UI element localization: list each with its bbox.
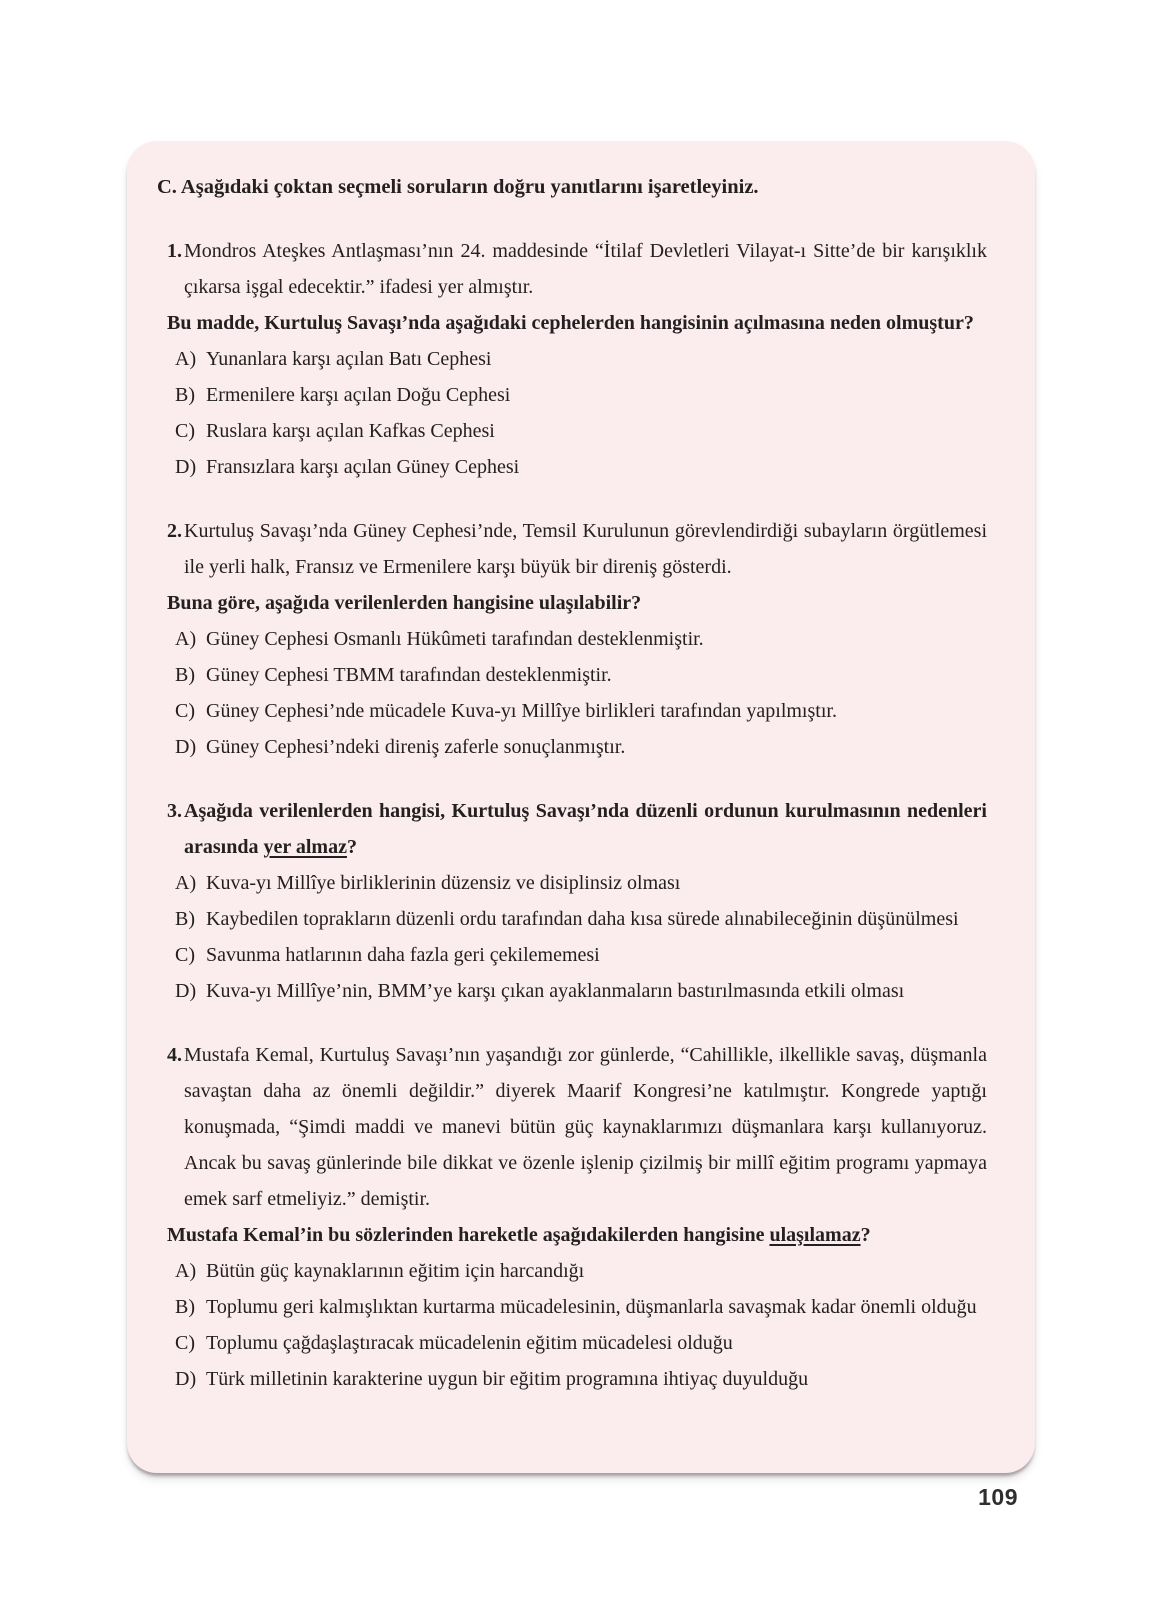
option-text: Güney Cephesi TBMM tarafından desteklenmiştir.: [206, 664, 612, 686]
option-text: Güney Cephesi’nde mücadele Kuva-yı Millîye birlikleri tarafından yapılmıştır.: [206, 700, 837, 722]
options-list: [167, 621, 987, 765]
option-letter: A): [175, 348, 197, 370]
options-list: [167, 865, 987, 1009]
option-text: Güney Cephesi Osmanlı Hükûmeti tarafından desteklenmiştir.: [206, 628, 704, 650]
option-text: Kuva-yı Millîye’nin, BMM’ye karşı çıkan ayaklanmaların bastırılmasında etkili olması: [206, 980, 905, 1002]
question-4: [167, 1037, 987, 1397]
options-list: [167, 1253, 987, 1397]
question-number: 4.: [167, 1044, 182, 1066]
section-heading: C. Aşağıdaki çoktan seçmeli soruların doğru yanıtlarını işaretleyiniz.: [157, 176, 759, 198]
option-text: Kaybedilen toprakların düzenli ordu tarafından daha kısa sürede alınabileceğinin düşünülmesi: [206, 908, 959, 930]
question-stem: [167, 793, 987, 865]
option-d: [167, 973, 987, 1009]
question-stem: [167, 585, 987, 621]
option-text: Savunma hatlarının daha fazla geri çekilememesi: [206, 944, 600, 966]
option-d: [167, 1361, 987, 1397]
option-text: Türk milletinin karakterine uygun bir eğitim programına ihtiyaç duyulduğu: [206, 1368, 809, 1390]
page-number: 109: [978, 1484, 1018, 1510]
question-intro-text: Mondros Ateşkes Antlaşması’nın 24. maddesinde “İtilaf Devletleri Vilayat-ı Sitte’de bir karışıklık çıkarsa işgal edecektir.” ifadesi yer almıştır.: [184, 240, 987, 298]
option-d: [167, 729, 987, 765]
option-letter: B): [175, 384, 195, 406]
option-a: [167, 1253, 987, 1289]
question-stem: [167, 1217, 987, 1253]
stem-text: Buna göre, aşağıda verilenlerden hangisine ulaşılabilir?: [167, 592, 642, 614]
option-text: Güney Cephesi’ndeki direniş zaferle sonuçlanmıştır.: [206, 736, 626, 758]
question-stem: [167, 305, 987, 341]
question-1: [167, 233, 987, 485]
stem-suffix: ?: [346, 836, 357, 858]
option-b: [167, 1289, 987, 1325]
stem-underlined-text: yer almaz: [263, 836, 347, 858]
question-number: 1.: [167, 240, 182, 262]
stem-text: Mustafa Kemal’in bu sözlerinden hareketle aşağıdakilerden hangisine: [167, 1224, 770, 1246]
option-a: [167, 341, 987, 377]
option-d: [167, 449, 987, 485]
option-a: [167, 865, 987, 901]
stem-underlined-text: ulaşılamaz: [769, 1224, 861, 1246]
option-text: Bütün güç kaynaklarının eğitim için harcandığı: [206, 1260, 585, 1282]
question-intro: [167, 233, 987, 305]
options-list: [167, 341, 987, 485]
question-panel: [127, 141, 1035, 1473]
option-b: [167, 657, 987, 693]
option-c: [167, 937, 987, 973]
option-text: Yunanlara karşı açılan Batı Cephesi: [206, 348, 492, 370]
question-3: [167, 793, 987, 1009]
option-letter: C): [175, 1332, 195, 1354]
option-text: Toplumu geri kalmışlıktan kurtarma mücadelesinin, düşmanlarla savaşmak kadar önemli olduğu: [206, 1296, 977, 1318]
question-number: 2.: [167, 520, 182, 542]
option-b: [167, 901, 987, 937]
option-text: Kuva-yı Millîye birliklerinin düzensiz ve disiplinsiz olması: [206, 872, 681, 894]
option-text: Toplumu çağdaşlaştıracak mücadelenin eğitim mücadelesi olduğu: [206, 1332, 733, 1354]
option-letter: B): [175, 664, 195, 686]
option-text: Ruslara karşı açılan Kafkas Cephesi: [206, 420, 495, 442]
option-letter: C): [175, 420, 195, 442]
option-letter: D): [175, 456, 197, 478]
option-letter: A): [175, 628, 197, 650]
question-2: [167, 513, 987, 765]
option-a: [167, 621, 987, 657]
option-c: [167, 693, 987, 729]
question-number: 3.: [167, 800, 182, 822]
option-letter: B): [175, 1296, 195, 1318]
option-letter: C): [175, 700, 195, 722]
question-intro-text: Mustafa Kemal, Kurtuluş Savaşı’nın yaşandığı zor günlerde, “Cahillikle, ilkellikle savaş, düşmanla savaştan daha az önemli değildir.” diyerek Maarif Kongresi’ne katılmıştır. Kongrede yaptığı konuşmada, “Şimdi maddi ve manevi bütün güç kaynaklarımızı düşmanlara karşı kullanıyoruz. Ancak bu savaş günlerinde bile dikkat ve özenle işlenip çizilmiş bir millî eğitim programı yapmaya emek sarf etmeliyiz.” demiştir.: [184, 1044, 987, 1210]
option-b: [167, 377, 987, 413]
question-intro: [167, 513, 987, 585]
question-intro-text: Kurtuluş Savaşı’nda Güney Cephesi’nde, Temsil Kurulunun görevlendirdiği subayların örgütlemesi ile yerli halk, Fransız ve Ermenilere karşı büyük bir direniş gösterdi.: [184, 520, 987, 578]
stem-text: Bu madde, Kurtuluş Savaşı’nda aşağıdaki cephelerden hangisinin açılmasına neden olmuştur?: [167, 312, 974, 334]
option-c: [167, 1325, 987, 1361]
option-letter: D): [175, 980, 197, 1002]
option-letter: B): [175, 908, 195, 930]
option-letter: D): [175, 1368, 197, 1390]
option-text: Ermenilere karşı açılan Doğu Cephesi: [206, 384, 511, 406]
stem-suffix: ?: [860, 1224, 871, 1246]
option-text: Fransızlara karşı açılan Güney Cephesi: [206, 456, 520, 478]
option-letter: C): [175, 944, 195, 966]
stem-text: Aşağıda verilenlerden hangisi, Kurtuluş Savaşı’nda düzenli ordunun kurulmasının nedenleri arasında: [184, 800, 987, 858]
option-letter: A): [175, 872, 197, 894]
question-intro: [167, 1037, 987, 1217]
option-letter: D): [175, 736, 197, 758]
option-c: [167, 413, 987, 449]
option-letter: A): [175, 1260, 197, 1282]
